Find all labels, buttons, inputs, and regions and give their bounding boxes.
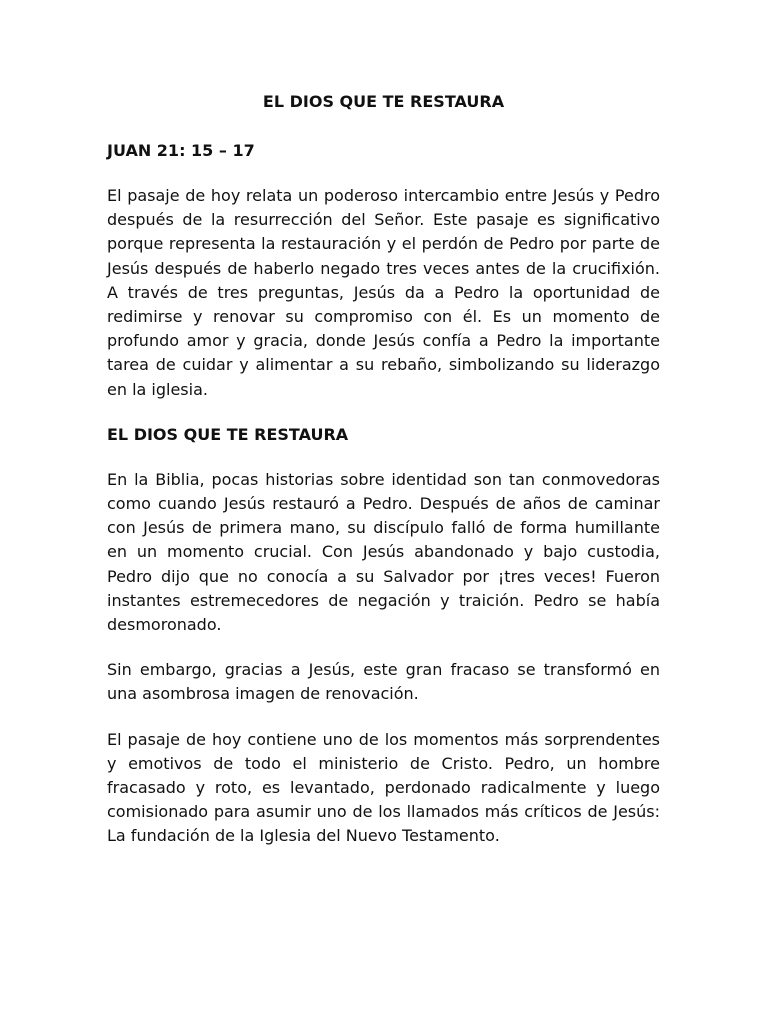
body-paragraph-identity: En la Biblia, pocas historias sobre identidad son tan conmovedoras como cuando Jesús restauró a Pedro. Después de años de caminar con Jesús de primera mano, su discípulo falló de forma humillante en un momento crucial. Con Jesús abandonado y bajo custodia, Pedro dijo que no conocía a su Salvador por ¡tres veces! Fueron instantes estremecedores de negación y traición. Pedro se había desmoronado. [107, 469, 660, 635]
body-paragraph-renewal: Sin embargo, gracias a Jesús, este gran fracaso se transformó en una asombrosa imagen de renovación. [107, 660, 660, 704]
body-paragraph-commission: El pasaje de hoy contiene uno de los momentos más sorprendentes y emotivos de todo el ministerio de Cristo. Pedro, un hombre fracasado y roto, es levantado, perdonado radicalmente y luego comisionado para asumir uno de los llamados más críticos de Jesús: La fundación de la Iglesia del Nuevo Testamento. [107, 729, 660, 846]
scripture-reference: JUAN 21: 15 – 17 [107, 141, 255, 160]
intro-paragraph: El pasaje de hoy relata un poderoso intercambio entre Jesús y Pedro después de la resurrección del Señor. Este pasaje es significativo porque representa la restauración y el perdón de Pedro por parte de Jesús después de haberlo negado tres veces antes de la crucifixión. A través de tres preguntas, Jesús da a Pedro la oportunidad de redimirse y renovar su compromiso con él. Es un momento de profundo amor y gracia, donde Jesús confía a Pedro la importante tarea de cuidar y alimentar a su rebaño, simbolizando su liderazgo en la iglesia. [107, 186, 660, 399]
document-title: EL DIOS QUE TE RESTAURA [262, 92, 505, 111]
document-page [107, 90, 660, 849]
section-heading: EL DIOS QUE TE RESTAURA [107, 424, 349, 444]
